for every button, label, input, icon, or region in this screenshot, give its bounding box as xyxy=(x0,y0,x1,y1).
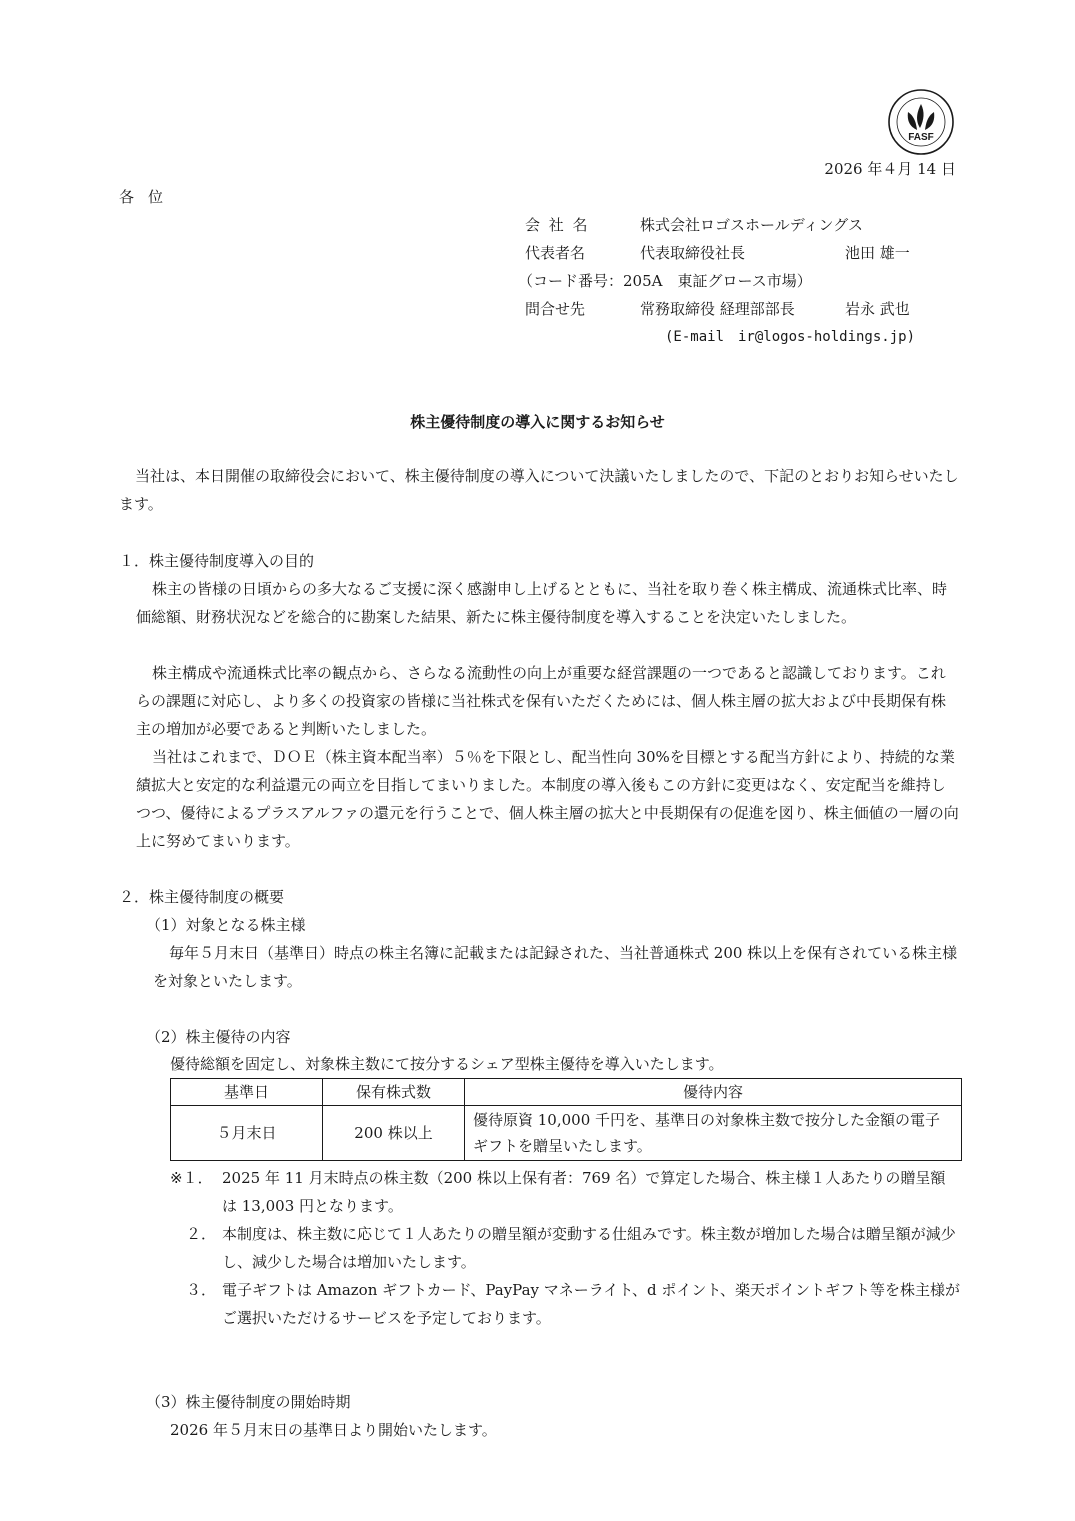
note-number: ３． xyxy=(186,1281,217,1299)
subsection3-text: 2026 年５月末日の基準日より開始いたします。 xyxy=(170,1421,497,1439)
lead-paragraph: 当社は、本日開催の取締役会において、株主優待制度の導入について決議いたしましたので、下記のとおりお知らせいたします。 xyxy=(119,467,959,513)
representative-label: 代表者名 xyxy=(525,244,586,262)
representative-title: 代表取締役社長 xyxy=(640,244,746,262)
company-name: 株式会社ロゴスホールディングス xyxy=(640,216,864,234)
subsection1-heading: （1）対象となる株主様 xyxy=(146,916,306,934)
section1-paragraph: 株主の皆様の日頃からの多大なるご支援に深く感謝申し上げるとともに、当社を取り巻く株主構成、流通株式比率、時価総額、財務状況などを総合的に勘案した結果、新たに株主優待制度を導入することを決定いたしました。 xyxy=(136,580,948,626)
table-header-cell: 保有株式数 xyxy=(323,1079,465,1106)
stock-code-line: （コード番号：205A 東証グロース市場） xyxy=(518,272,812,290)
contact-email: (E-mail ir@logos-holdings.jp) xyxy=(665,329,916,345)
release-date: 2026 年４月 14 日 xyxy=(824,160,956,178)
note-number: ２． xyxy=(186,1225,217,1243)
representative-name: 池田 雄一 xyxy=(845,244,910,262)
table-cell: 200 株以上 xyxy=(323,1106,465,1161)
section1-heading: １．株主優待制度導入の目的 xyxy=(119,552,315,570)
note-number: ※１． xyxy=(170,1169,213,1187)
table-cell: ５月末日 xyxy=(171,1106,323,1161)
document-title: 株主優待制度の導入に関するお知らせ xyxy=(410,413,665,431)
benefit-table xyxy=(170,1078,962,1161)
table-header-row xyxy=(171,1079,962,1106)
addressee: 各位 xyxy=(119,188,178,206)
subsection2-intro: 優待総額を固定し、対象株主数にて按分するシェア型株主優待を導入いたします。 xyxy=(170,1055,724,1073)
company-label: 会 社 名 xyxy=(525,216,590,234)
table-header-cell: 基準日 xyxy=(171,1079,323,1106)
section1-paragraph: 当社はこれまで、ＤＯＥ（株主資本配当率）５％を下限とし、配当性向 30%を目標とする配当方針により、持続的な業績拡大と安定的な利益還元の両立を目指してまいりました。本制度の導入後もこの方針に変更はなく、安定配当を維持しつつ、優待によるプラスアルファの還元を行うことで、個人株主層の拡大と中長期保有の促進を図り、株主価値の一層の向上に努めてまいります。 xyxy=(136,748,959,850)
section1-paragraph: 株主構成や流通株式比率の観点から、さらなる流動性の向上が重要な経営課題の一つであると認識しております。これらの課題に対応し、より多くの投資家の皆様に当社株式を保有いただくためには、個人株主層の拡大および中長期保有株主の増加が必要であると判断いたしました。 xyxy=(136,664,947,738)
note-text: 電子ギフトは Amazon ギフトカード、PayPay マネーライト、d ポイント、楽天ポイントギフト等を株主様がご選択いただけるサービスを予定しております。 xyxy=(222,1281,960,1327)
subsection1-text: 毎年５月末日（基準日）時点の株主名簿に記載または記録された、当社普通株式 200 株以上を保有されている株主様を対象といたします。 xyxy=(153,944,958,990)
section2-heading: ２．株主優待制度の概要 xyxy=(119,888,285,906)
fasf-logo xyxy=(887,88,955,156)
note-text: 本制度は、株主数に応じて１人あたりの贈呈額が変動する仕組みです。株主数が増加した場合は贈呈額が減少し、減少した場合は増加いたします。 xyxy=(222,1225,956,1271)
subsection3-heading: （3）株主優待制度の開始時期 xyxy=(146,1393,351,1411)
table-header-cell: 優待内容 xyxy=(465,1079,962,1106)
contact-name: 岩永 武也 xyxy=(845,300,910,318)
contact-title: 常務取締役 経理部部長 xyxy=(640,300,795,318)
contact-label: 問合せ先 xyxy=(525,300,586,318)
note-text: 2025 年 11 月末時点の株主数（200 株以上保有者：769 名）で算定した場合、株主様１人あたりの贈呈額は 13,003 円となります。 xyxy=(222,1169,946,1215)
subsection2-heading: （2）株主優待の内容 xyxy=(146,1028,291,1046)
logo-text: FASF xyxy=(908,132,934,143)
table-row xyxy=(171,1106,962,1161)
table-cell: 優待原資 10,000 千円を、基準日の対象株主数で按分した金額の電子ギフトを贈呈いたします。 xyxy=(465,1106,962,1161)
